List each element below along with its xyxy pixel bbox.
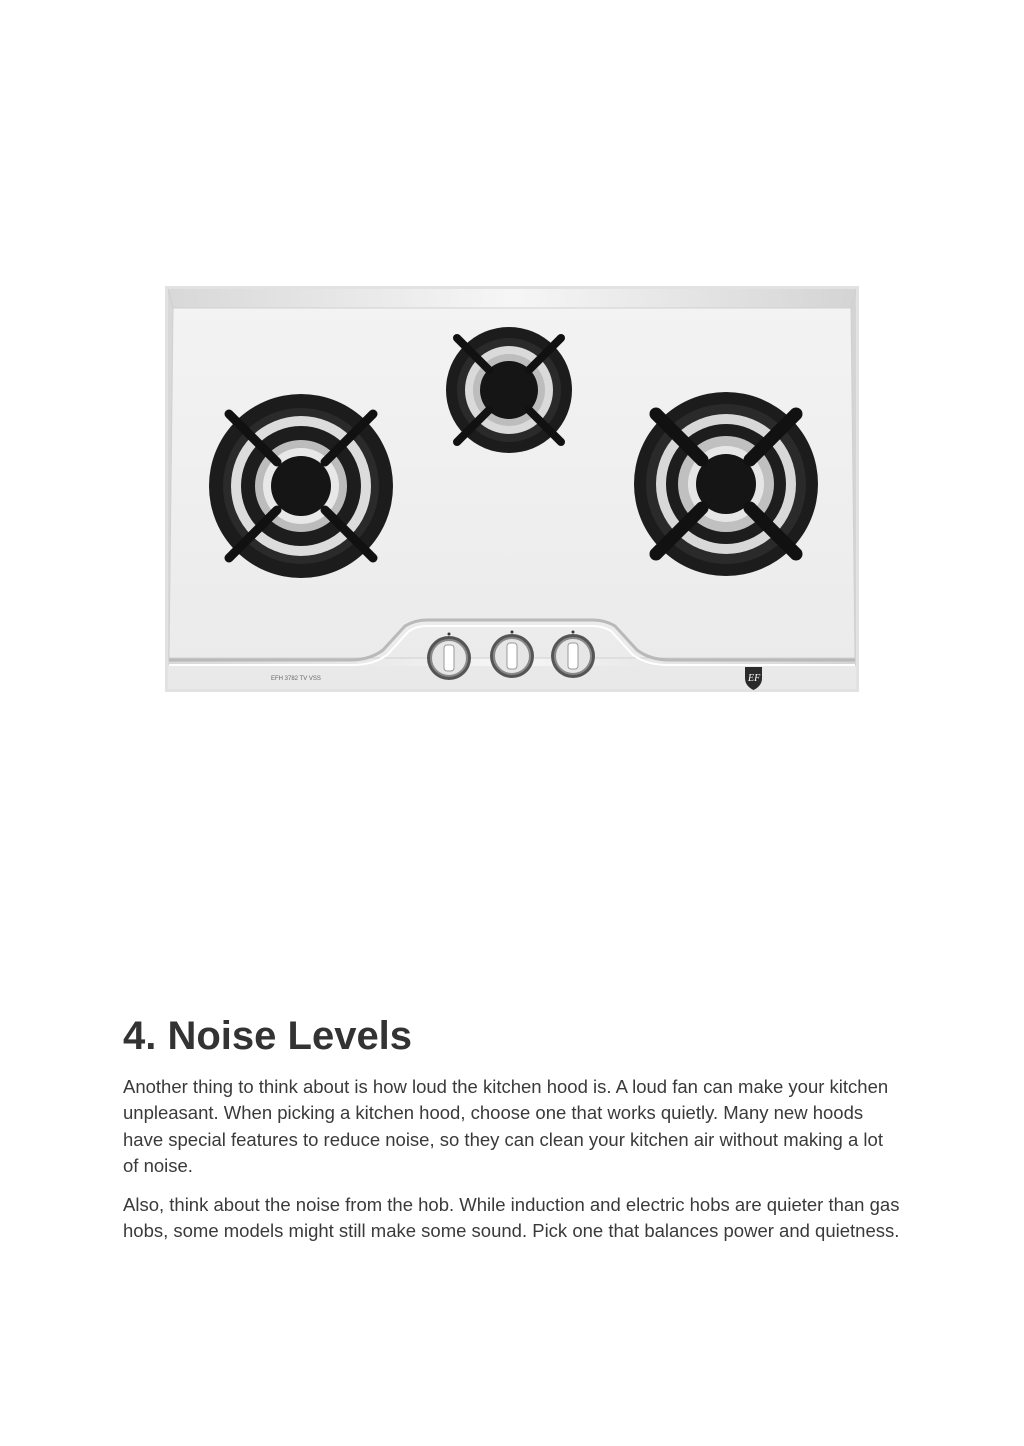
center-burner: [446, 327, 572, 453]
left-burner: [209, 394, 393, 578]
paragraph-hob-noise: Also, think about the noise from the hob. While induction and electric hobs are quieter than gas hobs, some models might still make some sound. Pick one that balances power and quietness.: [123, 1194, 900, 1242]
control-knobs: [427, 631, 595, 681]
gas-hob-image: [165, 286, 859, 692]
right-burner: [634, 392, 818, 576]
svg-text:EF: EF: [748, 673, 761, 684]
section-heading: 4. Noise Levels: [123, 1014, 413, 1058]
paragraph-hood-noise: Another thing to think about is how loud the kitchen hood is. A loud fan can make your kitchen unpleasant. When picking a kitchen hood, choose one that works quietly. Many new hoods have special features to reduce noise, so they can clean your kitchen air without making a lot of noise.: [123, 1076, 889, 1176]
model-label: EFH 3782 TV VSS: [271, 676, 321, 682]
